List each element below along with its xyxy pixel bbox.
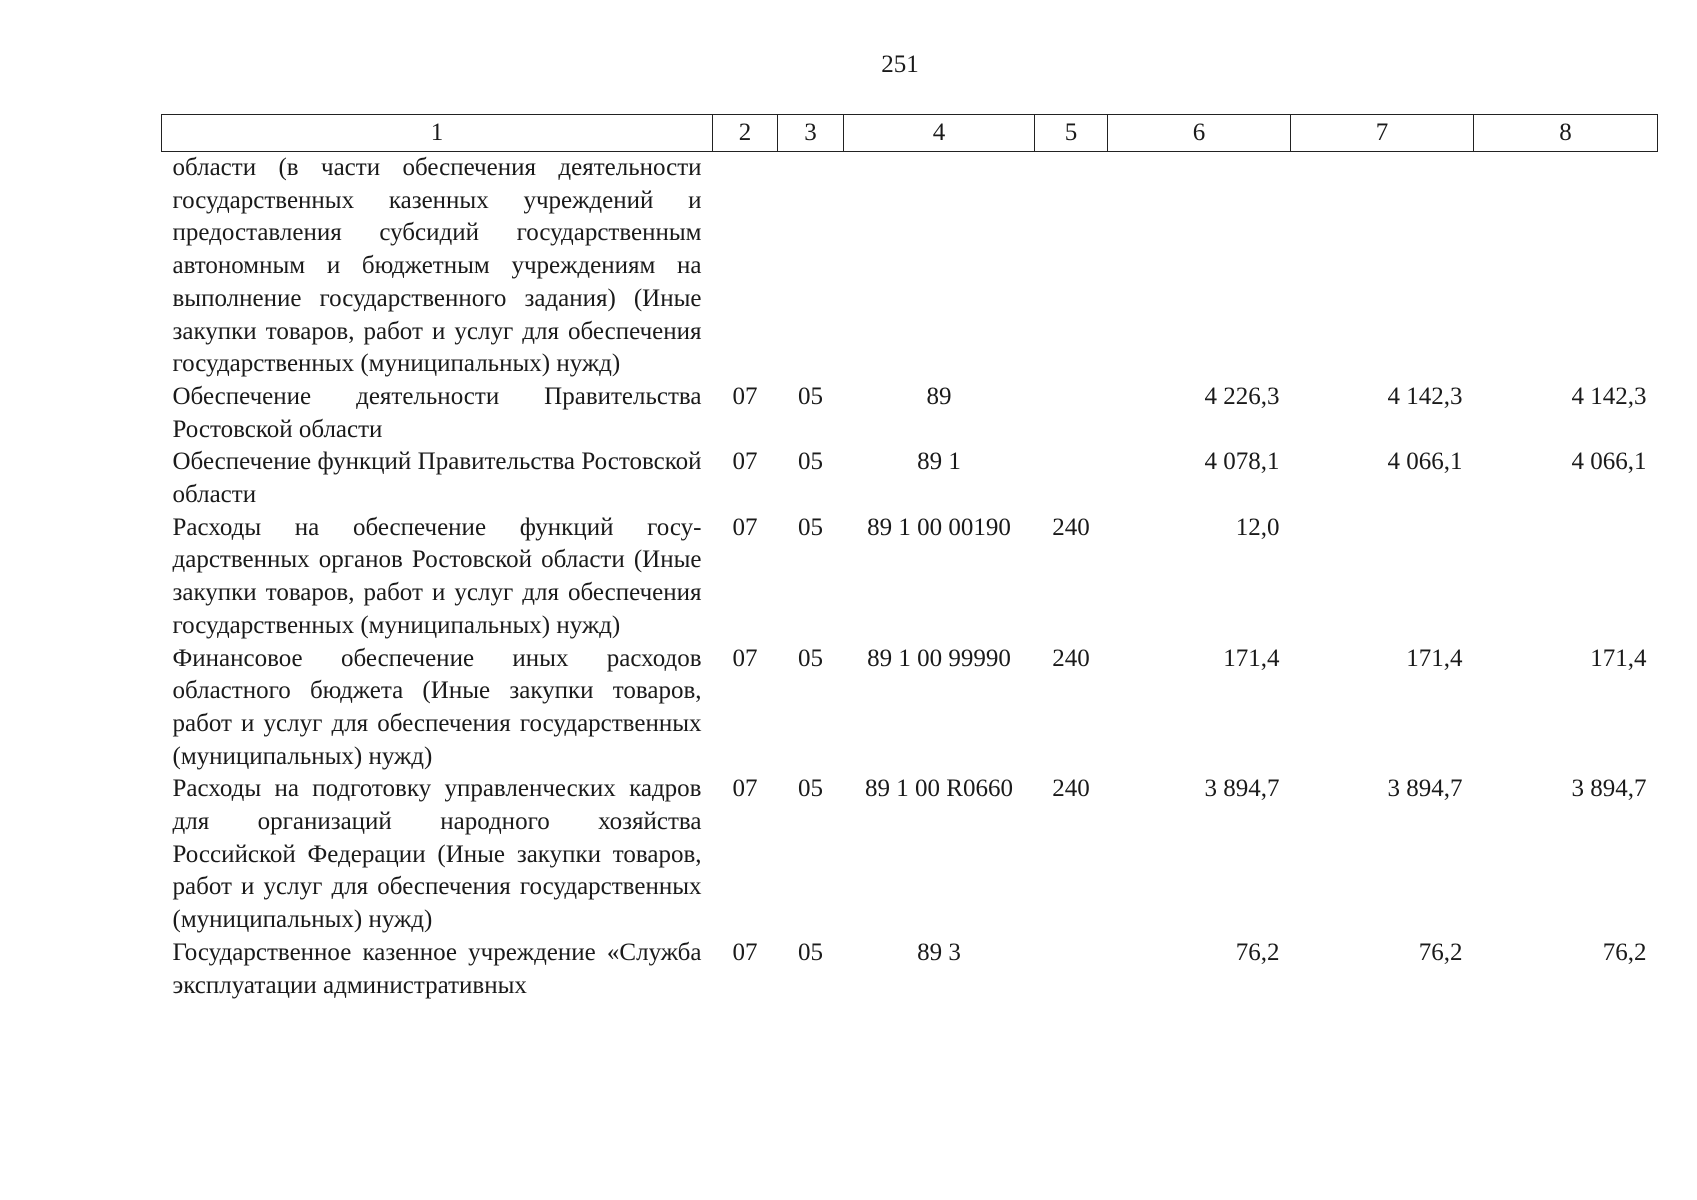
column-header-3: 3 — [778, 115, 844, 152]
amount-col-6: 4 226,3 — [1204, 382, 1280, 410]
target-article-code: 89 1 00 99990 — [867, 644, 1011, 672]
amount-col-7 — [1291, 512, 1474, 643]
row-name: Расходы на подготовку управленческих кадров для организаций народного хозяйства Российской Федерации (Иные закупки товаров, работ и услуг для обеспечения государственных (муниципальных) нужд) — [172, 775, 702, 934]
table-row — [162, 152, 1658, 381]
section-code: 07 — [732, 382, 758, 410]
amount-col-6: 12,0 — [1235, 513, 1280, 541]
amount-col-8 — [1474, 512, 1658, 643]
section-code: 07 — [732, 448, 758, 476]
row-name: Государственное казенное учреждение «Служба эксплуатации административных — [172, 938, 702, 999]
table-row — [162, 937, 1658, 1002]
section-code: 07 — [732, 513, 758, 541]
subsection-code: 05 — [798, 448, 823, 476]
table-row — [162, 773, 1658, 937]
row-name: Обеспечение деятельности Правительства Ростовской области — [172, 382, 702, 443]
row-name: Расходы на обеспечение функций государственных органов Ростовской области (Иные закупки товаров, работ и услуг для обеспечения государственных (муниципальных) нужд) — [172, 513, 702, 639]
header-row — [162, 115, 1658, 152]
expense-type-code — [1035, 152, 1108, 381]
amount-col-8 — [1474, 152, 1658, 381]
amount-col-7 — [1291, 152, 1474, 381]
target-article-code: 89 1 — [917, 448, 961, 476]
column-header-8: 8 — [1474, 115, 1658, 152]
amount-col-7: 4 142,3 — [1387, 382, 1463, 410]
row-name: области (в части обеспечения деятельности государственных казенных учреждений и предоставления субсидий государственным автономным и бюджетным учреждениям на выполнение государственного задания) (Иные закупки товаров, работ и услуг для обеспечения государственных (муниципальных) нужд) — [172, 154, 702, 378]
row-name: Обеспечение функций Правительства Ростовской области — [172, 448, 702, 509]
row-name: Финансовое обеспечение иных расходов областного бюджета (Иные закупки товаров, работ и услуг для обеспечения государственных (муниципальных) нужд) — [172, 644, 702, 770]
column-header-5: 5 — [1035, 115, 1108, 152]
expense-type-code — [1035, 937, 1108, 1002]
subsection-code: 05 — [798, 775, 823, 803]
table-row — [162, 381, 1658, 446]
subsection-code: 05 — [798, 513, 823, 541]
column-header-6: 6 — [1108, 115, 1291, 152]
amount-col-6: 3 894,7 — [1204, 775, 1280, 803]
expense-type-code — [1035, 446, 1108, 511]
amount-col-8: 171,4 — [1590, 644, 1647, 672]
table-row — [162, 446, 1658, 511]
table-row — [162, 643, 1658, 774]
column-header-7: 7 — [1291, 115, 1474, 152]
expense-type-code: 240 — [1052, 513, 1090, 541]
amount-col-8: 76,2 — [1602, 938, 1647, 966]
amount-col-6 — [1108, 152, 1291, 381]
expense-type-code — [1035, 381, 1108, 446]
section-code: 07 — [732, 938, 758, 966]
expense-type-code: 240 — [1052, 644, 1090, 672]
subsection-code — [778, 152, 844, 381]
amount-col-7: 4 066,1 — [1387, 448, 1463, 476]
subsection-code: 05 — [798, 382, 823, 410]
target-article-code — [844, 152, 1035, 381]
amount-col-7: 3 894,7 — [1387, 775, 1463, 803]
target-article-code: 89 1 00 00190 — [867, 513, 1011, 541]
amount-col-8: 3 894,7 — [1571, 775, 1647, 803]
budget-table — [161, 114, 1658, 1002]
target-article-code: 89 — [926, 382, 952, 410]
amount-col-6: 76,2 — [1235, 938, 1280, 966]
expense-type-code: 240 — [1052, 775, 1090, 803]
column-header-4: 4 — [844, 115, 1035, 152]
amount-col-6: 4 078,1 — [1204, 448, 1280, 476]
section-code: 07 — [732, 775, 758, 803]
subsection-code: 05 — [798, 644, 823, 672]
section-code — [713, 152, 778, 381]
amount-col-7: 76,2 — [1418, 938, 1463, 966]
section-code: 07 — [732, 644, 758, 672]
amount-col-8: 4 142,3 — [1571, 382, 1647, 410]
table-row — [162, 512, 1658, 643]
target-article-code: 89 3 — [917, 938, 961, 966]
subsection-code: 05 — [798, 938, 823, 966]
amount-col-6: 171,4 — [1223, 644, 1280, 672]
column-header-1: 1 — [162, 115, 713, 152]
target-article-code: 89 1 00 R0660 — [865, 775, 1013, 803]
amount-col-7: 171,4 — [1406, 644, 1463, 672]
amount-col-8: 4 066,1 — [1571, 448, 1647, 476]
column-header-2: 2 — [713, 115, 778, 152]
page-number: 251 — [881, 51, 919, 78]
